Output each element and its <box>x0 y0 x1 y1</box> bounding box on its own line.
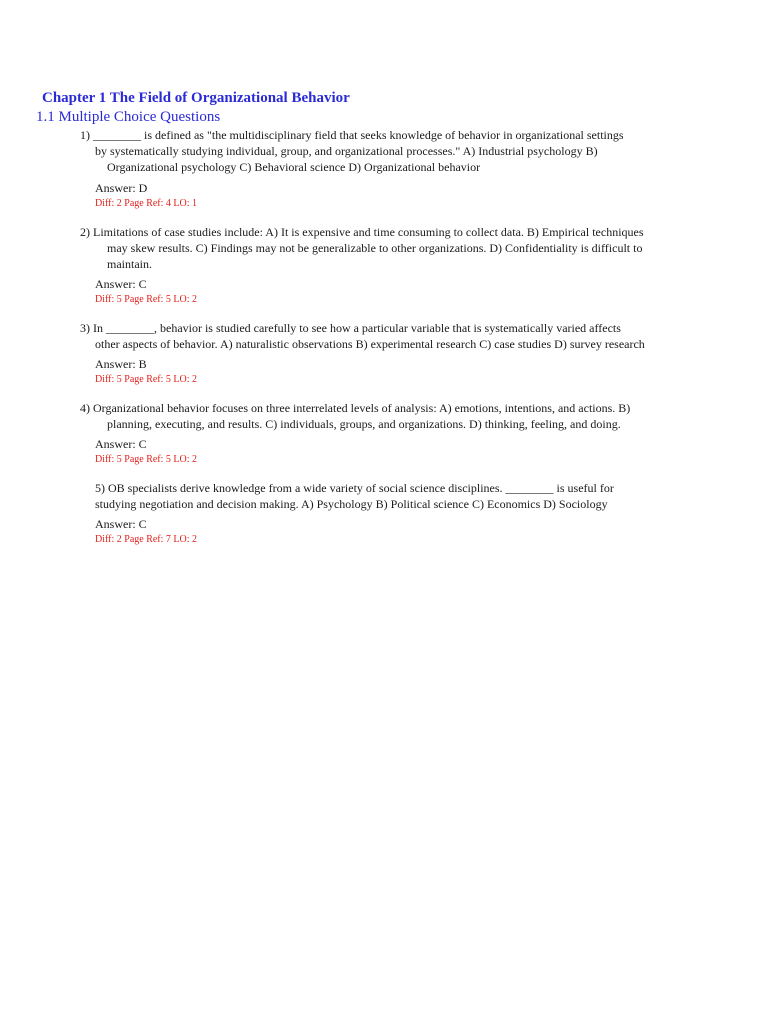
question-1-line-2: by systematically studying individual, group, and organizational processes." A) Industrial psychology B) <box>95 144 598 158</box>
question-5-line-2: studying negotiation and decision making. A) Psychology B) Political science C) Economics D) Sociology <box>95 497 608 511</box>
answer-2: Answer: C <box>95 277 147 291</box>
meta-1: Diff: 2 Page Ref: 4 LO: 1 <box>95 198 198 209</box>
question-1-line-1: 1) ________ is defined as "the multidisciplinary field that seeks knowledge of behavior in organizational settings <box>80 128 624 142</box>
question-2-line-1: 2) Limitations of case studies include: A) It is expensive and time consuming to collect data. B) Empirical techniques <box>80 225 644 239</box>
question-3-line-1: 3) In ________, behavior is studied carefully to see how a particular variable that is systematically varied affects <box>80 321 621 335</box>
meta-2: Diff: 5 Page Ref: 5 LO: 2 <box>95 294 198 305</box>
answer-3: Answer: B <box>95 357 147 371</box>
question-1-line-3: Organizational psychology C) Behavioral science D) Organizational behavior <box>107 160 481 174</box>
question-3 <box>80 320 700 352</box>
question-5 <box>95 480 695 512</box>
answer-4: Answer: C <box>95 437 147 451</box>
section-title: 1.1 Multiple Choice Questions <box>36 109 221 125</box>
meta-4: Diff: 5 Page Ref: 5 LO: 2 <box>95 454 198 465</box>
question-3-line-2: other aspects of behavior. A) naturalistic observations B) experimental research C) case studies D) survey research <box>95 337 645 351</box>
meta-5: Diff: 2 Page Ref: 7 LO: 2 <box>95 534 198 545</box>
question-5-line-1: 5) OB specialists derive knowledge from a wide variety of social science disciplines. ________ is useful for <box>95 481 614 495</box>
question-2-line-3: maintain. <box>107 257 152 271</box>
question-4-line-1: 4) Organizational behavior focuses on three interrelated levels of analysis: A) emotions, intentions, and actions. B) <box>80 401 631 415</box>
question-1 <box>80 127 685 175</box>
question-4-line-2: planning, executing, and results. C) individuals, groups, and organizations. D) thinking, feeling, and doing. <box>107 417 621 431</box>
answer-1: Answer: D <box>95 181 148 195</box>
answer-5: Answer: C <box>95 517 147 531</box>
meta-3: Diff: 5 Page Ref: 5 LO: 2 <box>95 374 198 385</box>
question-4 <box>80 400 700 432</box>
chapter-title: Chapter 1 The Field of Organizational Behavior <box>42 90 350 106</box>
question-2-line-2: may skew results. C) Findings may not be generalizable to other organizations. D) Confidentiality is difficult to <box>107 241 643 255</box>
question-2 <box>80 224 700 272</box>
